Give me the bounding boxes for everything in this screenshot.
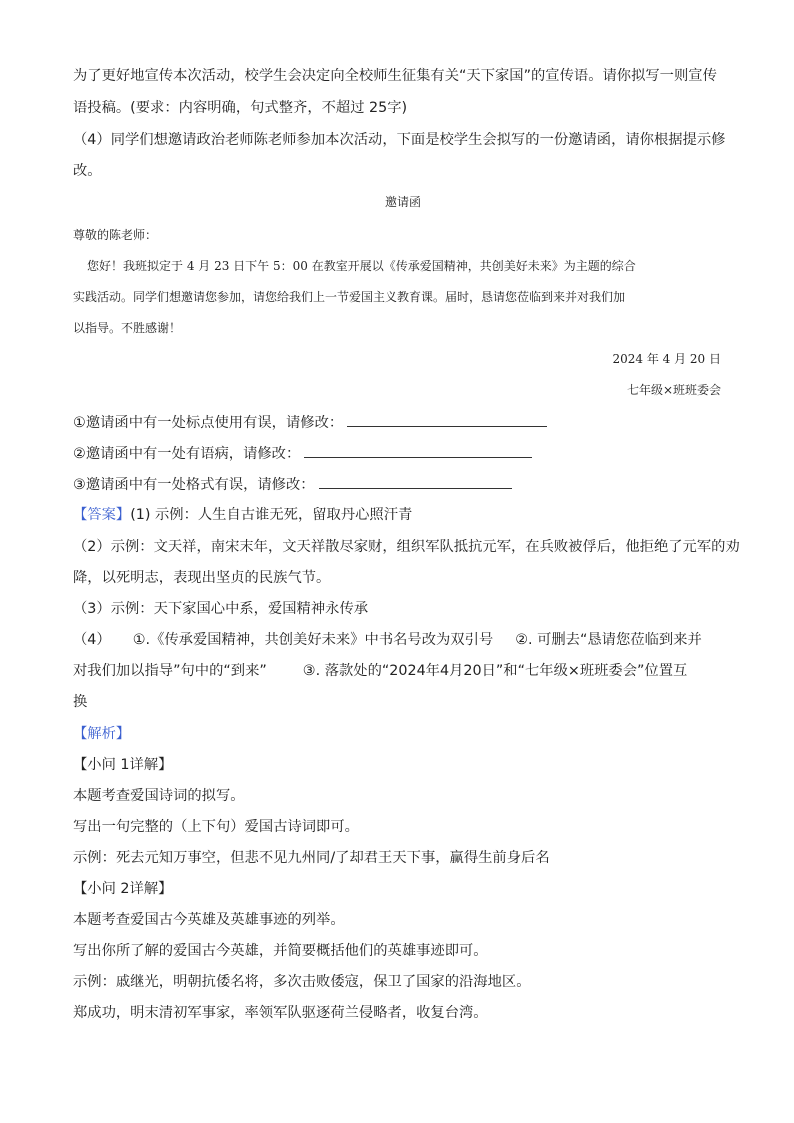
letter-body-line-3: 以指导。不胜感谢！ [73,321,182,335]
answer-4-label: （4） [73,632,111,648]
answer-4-point-3: ③. 落款处的“2024年4月20日”和“七年级×班班委会”位置互 [302,663,688,679]
analysis-q2-line-1: 本题考查爱国古今英雄及英雄事迹的列举。 [73,912,345,928]
analysis-q2-heading: 【小问 2详解】 [73,881,173,897]
answer-4-point-2: ②. 可删去“恳请您莅临到来并 [515,632,702,648]
task-1-blank[interactable] [347,412,547,427]
task-2-blank[interactable] [304,443,532,458]
letter-signature: 七年级×班班委会 [626,383,721,397]
intro-line-2: 语投稿。(要求：内容明确，句式整齐，不超过 25字) [73,100,408,116]
task-3-text: ③邀请函中有一处格式有误，请修改： [73,477,315,493]
analysis-label: 【解析】 [73,726,131,742]
answer-4-point-1: ①.《传承爱国精神，共创美好未来》中书名号改为双引号 [132,632,494,648]
letter-body-line-2: 实践活动。同学们想邀请您参加，请您给我们上一节爱国主义教育课。届时，恳请您莅临到来并对我们加 [73,290,626,304]
task-3-blank[interactable] [319,474,512,489]
analysis-q2-line-2: 写出你所了解的爱国古今英雄，并简要概括他们的英雄事迹即可。 [73,943,488,959]
letter-title: 邀请函 [384,195,421,209]
letter-salutation: 尊敬的陈老师： [73,228,158,242]
answer-4-line-1 [73,630,733,650]
analysis-q1-heading: 【小问 1详解】 [73,757,173,773]
analysis-q1-line-1: 本题考查爱国诗词的拟写。 [73,788,245,804]
task-3 [73,474,733,495]
question-4-line-1: （4）同学们想邀请政治老师陈老师参加本次活动，下面是校学生会拟写的一份邀请函，请你根据提示修 [73,132,726,148]
analysis-q1-line-2: 写出一句完整的（上下句）爱国古诗词即可。 [73,819,359,835]
analysis-q1-line-3: 示例：死去元知万事空，但悲不见九州同/了却君王天下事，赢得生前身后名 [73,850,550,866]
letter-body-line-1: 您好！我班拟定于 4 月 23 日下午 5：00 在教室开展以《传承爱国精神，共创美好未来》为主题的综合 [87,259,636,273]
answer-label: 【答案】 [73,507,131,523]
analysis-q2-line-3: 示例：戚继光，明朝抗倭名将，多次击败倭寇，保卫了国家的沿海地区。 [73,974,531,990]
answer-1-text: (1) 示例：人生自古谁无死，留取丹心照汗青 [130,507,413,523]
answer-4-point-2-cont: 对我们加以指导”句中的“到来” [73,663,267,679]
answer-2-line-1: （2）示例：文天祥，南宋末年，文天祥散尽家财，组织军队抵抗元军，在兵败被俘后，他拒绝了元军的劝 [73,539,740,555]
letter-date: 2024 年 4 月 20 日 [612,352,721,366]
answer-3: （3）示例：天下家国心中系，爱国精神永传承 [73,601,369,617]
task-1 [73,412,733,433]
answer-2-line-2: 降，以死明志，表现出坚贞的民族气节。 [73,570,331,586]
analysis-q2-line-4: 郑成功，明末清初军事家，率领军队驱逐荷兰侵略者，收复台湾。 [73,1005,488,1021]
answer-4-line-3: 换 [73,694,88,710]
answer-1 [73,505,733,525]
intro-line-1: 为了更好地宣传本次活动，校学生会决定向全校师生征集有关“天下家国”的宣传语。请你拟写一则宣传 [73,68,717,84]
task-2 [73,443,733,464]
answer-4-line-2 [73,661,733,681]
question-4-line-2: 改。 [73,163,102,179]
task-1-text: ①邀请函中有一处标点使用有误，请修改： [73,415,344,431]
task-2-text: ②邀请函中有一处有语病，请修改： [73,446,301,462]
